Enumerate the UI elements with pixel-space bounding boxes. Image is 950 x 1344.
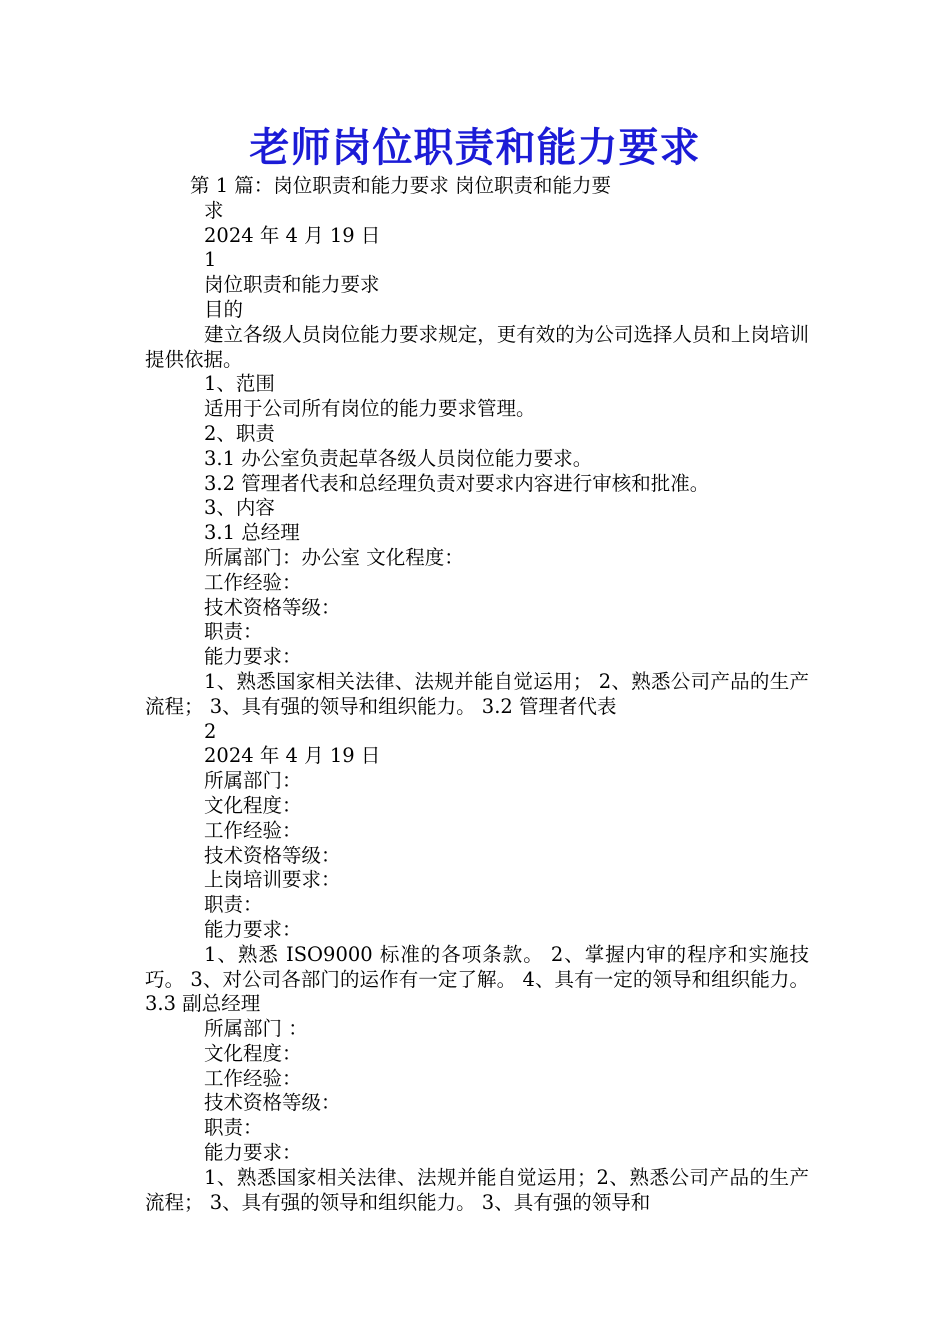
body-paragraph: 建立各级人员岗位能力要求规定，更有效的为公司选择人员和上岗培训提供依据。	[145, 322, 809, 371]
body-line: 适用于公司所有岗位的能力要求管理。	[204, 397, 536, 421]
body-line: 所属部门 ：	[204, 1017, 308, 1041]
body-line: 求	[204, 198, 224, 222]
body-line: 3.2 管理者代表和总经理负责对要求内容进行审核和批准。	[204, 471, 710, 495]
document-body	[145, 174, 809, 1215]
body-line: 2024 年 4 月 19 日	[204, 744, 381, 768]
body-line: 职责：	[204, 893, 263, 917]
body-line: 岗位职责和能力要求	[204, 273, 380, 297]
body-line: 文化程度：	[204, 1041, 302, 1065]
body-line: 3.1 总经理	[204, 521, 300, 545]
body-line: 工作经验：	[204, 818, 302, 842]
body-line: 2、职责	[204, 421, 275, 445]
body-line: 能力要求：	[204, 917, 302, 941]
body-line: 3、内容	[204, 496, 275, 520]
body-line: 1、范围	[204, 372, 275, 396]
body-line: 所属部门：办公室 文化程度：	[204, 545, 464, 569]
body-line: 1	[204, 248, 217, 272]
body-paragraph: 1、熟悉国家相关法律、法规并能自觉运用；2、熟悉公司产品的生产流程； 3、具有强的领导和组织能力。 3、具有强的领导和	[145, 1165, 809, 1214]
body-line: 职责：	[204, 620, 263, 644]
body-line: 能力要求：	[204, 645, 302, 669]
body-line: 2	[204, 719, 217, 743]
body-line: 3.1 办公室负责起草各级人员岗位能力要求。	[204, 446, 593, 470]
body-line: 能力要求：	[204, 1141, 302, 1165]
body-paragraph: 1、熟悉 ISO9000 标准的各项条款。 2、掌握内审的程序和实施技巧。 3、对公司各部门的运作有一定了解。 4、具有一定的领导和组织能力。 3.3 副总经理	[145, 942, 809, 1016]
body-line: 职责：	[204, 1116, 263, 1140]
body-line: 所属部门：	[204, 769, 302, 793]
body-line: 目的	[204, 297, 244, 321]
body-paragraph: 1、熟悉国家相关法律、法规并能自觉运用； 2、熟悉公司产品的生产流程； 3、具有强的领导和组织能力。 3.2 管理者代表	[145, 669, 809, 718]
body-line: 2024 年 4 月 19 日	[204, 223, 381, 247]
body-line: 技术资格等级：	[204, 843, 341, 867]
body-line: 第 1 篇：岗位职责和能力要求 岗位职责和能力要	[190, 174, 612, 197]
body-line: 文化程度：	[204, 793, 302, 817]
body-line: 工作经验：	[204, 1066, 302, 1090]
body-line: 工作经验：	[204, 570, 302, 594]
document-title: 老师岗位职责和能力要求	[249, 125, 701, 171]
body-line: 上岗培训要求：	[204, 868, 341, 892]
body-line: 技术资格等级：	[204, 595, 341, 619]
body-line: 技术资格等级：	[204, 1091, 341, 1115]
